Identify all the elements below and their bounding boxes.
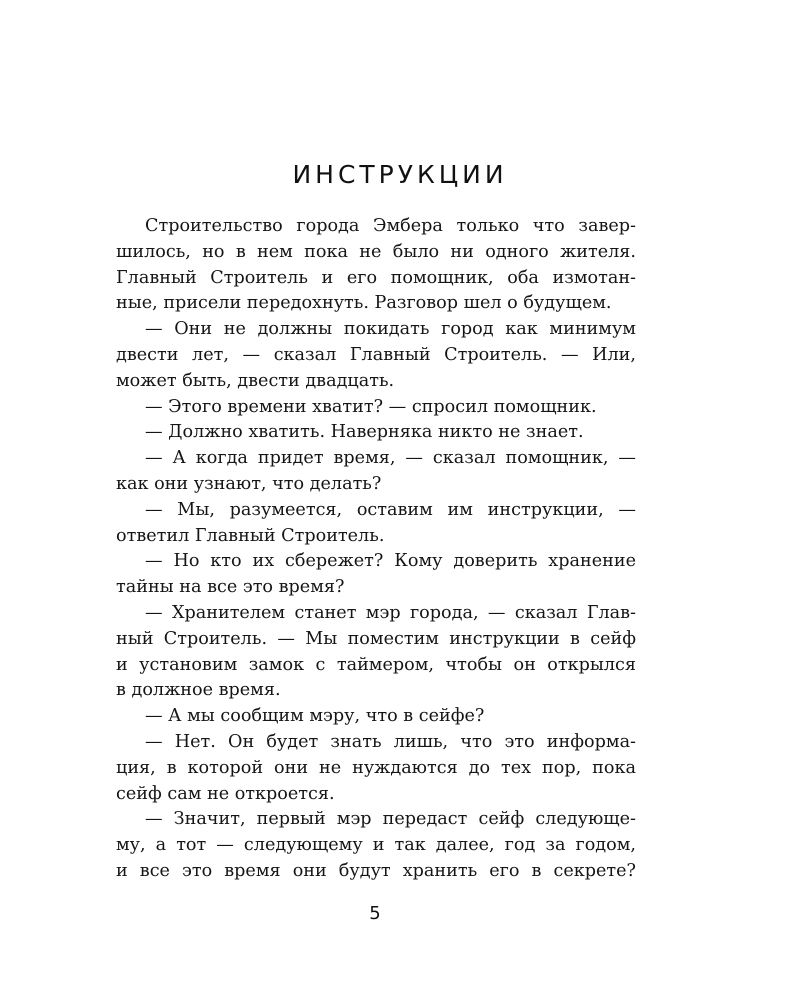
text-line: Строительство города Эмбера только что завер-	[145, 216, 636, 236]
text-line: ответил Главный Строитель.	[116, 525, 385, 546]
page-number: 5	[369, 903, 381, 924]
text-line: может быть, двести двадцать.	[116, 370, 395, 391]
text-line: — Этого времени хватит? — спросил помощник.	[145, 396, 597, 417]
body-text	[116, 214, 636, 885]
text-line: — Должно хватить. Наверняка никто не знает.	[145, 422, 584, 443]
text-line: сейф сам не откроется.	[116, 783, 335, 804]
text-line: — Значит, первый мэр передаст сейф следующе-	[145, 809, 636, 830]
text-line: — Мы, разумеется, оставим им инструкции, —	[145, 499, 636, 520]
text-line: и все это время они будут хранить его в секрете?	[116, 860, 636, 881]
text-line: — А мы сообщим мэру, что в сейфе?	[145, 706, 485, 727]
text-line: — Но кто их сбережет? Кому доверить хранение	[145, 551, 636, 572]
text-line: в должное время.	[116, 680, 281, 701]
text-line: — Нет. Он будет знать лишь, что это информа-	[145, 731, 636, 752]
chapter-title: ИНСТРУКЦИИ	[292, 160, 508, 189]
text-line: ный Строитель. — Мы поместим инструкции в сейф	[116, 628, 636, 649]
text-line: ция, в которой они не нуждаются до тех пор, пока	[116, 757, 636, 778]
text-line: тайны на все это время?	[116, 577, 345, 598]
text-line: шилось, но в нем пока не было ни одного жителя.	[116, 241, 636, 262]
text-line: и установим замок с таймером, чтобы он открылся	[116, 654, 636, 675]
text-line: ные, присели передохнуть. Разговор шел о будущем.	[116, 293, 612, 314]
text-line: — Хранителем станет мэр города, — сказал Глав-	[145, 602, 636, 623]
text-line: двести лет, — сказал Главный Строитель. — Или,	[116, 344, 636, 365]
text-line: — А когда придет время, — сказал помощник, —	[145, 448, 636, 469]
text-line: Главный Строитель и его помощник, оба измотан-	[116, 267, 636, 288]
text-line: — Они не должны покидать город как минимум	[145, 319, 636, 340]
text-line: му, а тот — следующему и так далее, год за годом,	[116, 835, 636, 856]
text-line: как они узнают, что делать?	[116, 473, 382, 494]
